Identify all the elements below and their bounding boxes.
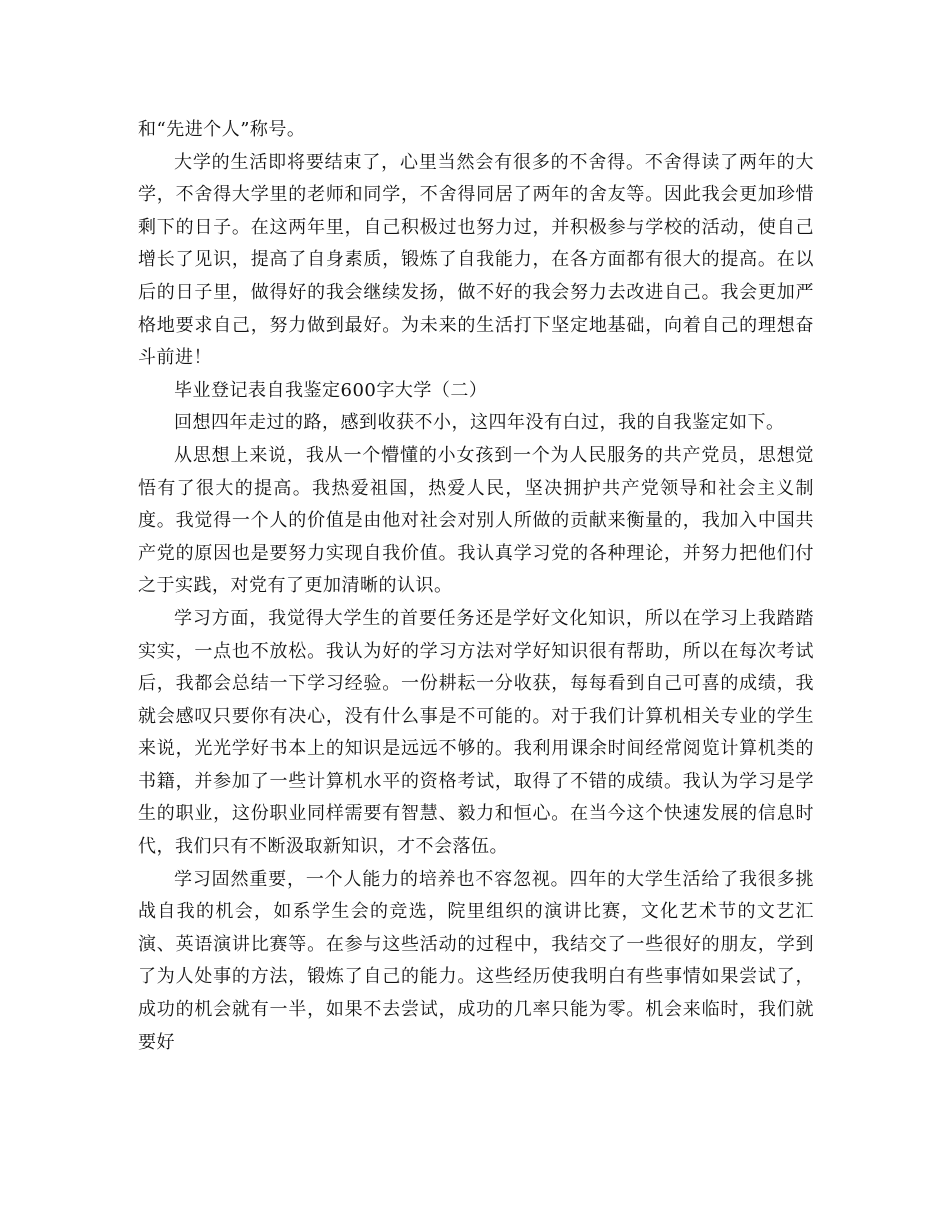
document-body <box>138 114 814 1059</box>
paragraph-continuation: 和“先进个人”称号。 <box>138 119 306 140</box>
paragraph-intro: 回想四年走过的路，感到收获不小，这四年没有白过，我的自我鉴定如下。 <box>174 412 785 434</box>
paragraph-ideology: 从思想上来说，我从一个懵懂的小女孩到一个为人民服务的共产党员，思想觉悟有了很大的提高。我热爱祖国，热爱人民，坚决拥护共产党领导和社会主义制度。我觉得一个人的价值是由他对社会对别人所做的贡献来衡量的，我加入中国共产党的原因也是要努力实现自我价值。我认真学习党的各种理论，并努力把他们付之于实践，对党有了更加清晰的认识。 <box>138 444 814 597</box>
paragraph-ability: 学习固然重要，一个人能力的培养也不容忽视。四年的大学生活给了我很多挑战自我的机会，如系学生会的竞选，院里组织的演讲比赛，文化艺术节的文艺汇演、英语演讲比赛等。在参与这些活动的过程中，我结交了一些很好的朋友，学到了为人处事的方法，锻炼了自己的能力。这些经历使我明白有些事情如果尝试了，成功的机会就有一半，如果不去尝试，成功的几率只能为零。机会来临时，我们就要好 <box>138 868 814 1053</box>
paragraph-university-life: 大学的生活即将要结束了，心里当然会有很多的不舍得。不舍得读了两年的大学，不舍得大学里的老师和同学，不舍得同居了两年的舍友等。因此我会更加珍惜剩下的日子。在这两年里，自己积极过也努力过，并积极参与学校的活动，使自己增长了见识，提高了自身素质，锻炼了自我能力，在各方面都有很大的提高。在以后的日子里，做得好的我会继续发扬，做不好的我会努力去改进自己。我会更加严格地要求自己，努力做到最好。为未来的生活打下坚定地基础，向着自己的理想奋斗前进！ <box>138 151 814 369</box>
section-heading: 毕业登记表自我鉴定600字大学（二） <box>174 379 488 401</box>
paragraph-study: 学习方面，我觉得大学生的首要任务还是学好文化知识，所以在学习上我踏踏实实，一点也不放松。我认为好的学习方法对学好知识很有帮助，所以在每次考试后，我都会总结一下学习经验。一份耕耘一分收获，每每看到自己可喜的成绩，我就会感叹只要你有决心，没有什么事是不可能的。对于我们计算机相关专业的学生来说，光光学好书本上的知识是远远不够的。我利用课余时间经常阅览计算机类的书籍，并参加了一些计算机水平的资格考试，取得了不错的成绩。我认为学习是学生的职业，这份职业同样需要有智慧、毅力和恒心。在当今这个快速发展的信息时代，我们只有不断汲取新知识，才不会落伍。 <box>138 607 814 858</box>
